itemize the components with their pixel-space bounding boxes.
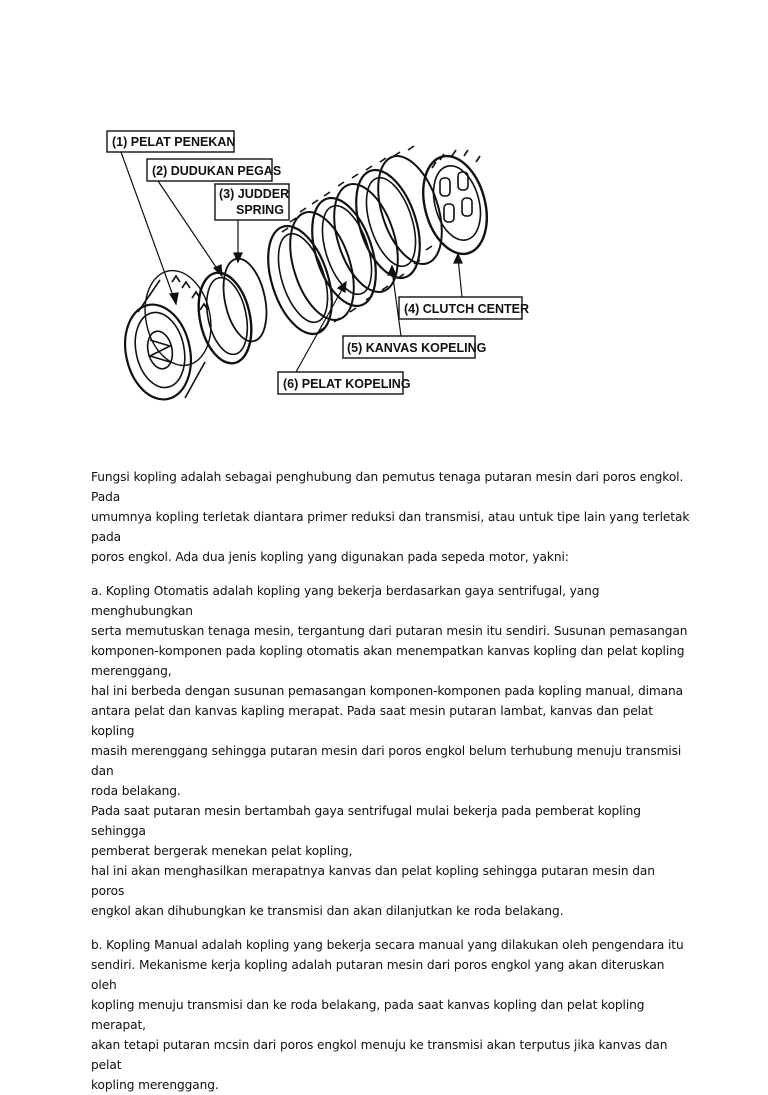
spring-seat-part xyxy=(191,268,259,368)
text-line: kopling menuju transmisi dan ke roda belakang, pada saat kanvas kopling dan pelat kopling merapat, xyxy=(91,998,645,1032)
text-line: Pada saat putaran mesin bertambah gaya sentrifugal mulai bekerja pada pemberat kopling sehingga xyxy=(91,804,641,838)
text-line: a. Kopling Otomatis adalah kopling yang bekerja berdasarkan gaya sentrifugal, yang menghubungkan xyxy=(91,584,600,618)
text-line: b. Kopling Manual adalah kopling yang bekerja secara manual yang dilakukan oleh pengendara itu xyxy=(91,938,684,952)
text-line: hal ini akan menghasilkan merapatnya kanvas dan pelat kopling sehingga putaran mesin dan poros xyxy=(91,864,655,898)
label-dudukan-pegas: (2) DUDUKAN PEGAS xyxy=(152,164,282,178)
clutch-diagram-svg xyxy=(0,0,768,440)
label-judder-line2: SPRING xyxy=(236,203,284,217)
text-line: roda belakang. xyxy=(91,784,181,798)
text-line: masih merenggang sehingga putaran mesin dari poros engkol belum terhubung menuju transmisi dan xyxy=(91,744,682,778)
paragraph-a xyxy=(91,581,691,921)
label-kanvas-kopeling: (5) KANVAS KOPELING xyxy=(347,341,487,355)
text-line: komponen-komponen pada kopling otomatis akan menempatkan kanvas kopling dan pelat kopling xyxy=(91,644,685,658)
text-line: Fungsi kopling adalah sebagai penghubung dan pemutus tenaga putaran mesin dari poros engkol. Pada xyxy=(91,470,684,504)
paragraph-b xyxy=(91,935,691,1095)
clutch-exploded-diagram xyxy=(0,0,768,440)
label-pelat-penekan: (1) PELAT PENEKAN xyxy=(112,135,236,149)
text-line: pemberat bergerak menekan pelat kopling, xyxy=(91,844,353,858)
article-body xyxy=(91,467,691,1095)
label-judder-line1: (3) JUDDER xyxy=(219,187,290,201)
text-line: merenggang, xyxy=(91,664,172,678)
label-clutch-center: (4) CLUTCH CENTER xyxy=(404,302,529,316)
paragraph-gap xyxy=(91,567,691,581)
paragraph-gap xyxy=(91,921,691,935)
text-line: akan tetapi putaran mcsin dari poros engkol menuju ke transmisi akan terputus jika kanvas dan pelat xyxy=(91,1038,668,1072)
text-line: hal ini berbeda dengan susunan pemasangan komponen-komponen pada kopling manual, dimana xyxy=(91,684,684,698)
text-line: poros engkol. Ada dua jenis kopling yang digunakan pada sepeda motor, yakni: xyxy=(91,550,569,564)
text-line: engkol akan dihubungkan ke transmisi dan akan dilanjutkan ke roda belakang. xyxy=(91,904,564,918)
text-line: serta memutuskan tenaga mesin, tergantung dari putaran mesin itu sendiri. Susunan pemasangan xyxy=(91,624,688,638)
text-line: kopling merenggang. xyxy=(91,1078,219,1092)
clutch-center-part xyxy=(413,149,497,261)
text-line: antara pelat dan kanvas kapling merapat. Pada saat mesin putaran lambat, kanvas dan pelat kopling xyxy=(91,704,653,738)
intro-paragraph xyxy=(91,467,691,567)
label-pelat-kopeling: (6) PELAT KOPELING xyxy=(283,377,411,391)
text-line: sendiri. Mekanisme kerja kopling adalah putaran mesin dari poros engkol yang akan diteruskan oleh xyxy=(91,958,665,992)
text-line: umumnya kopling terletak diantara primer reduksi dan transmisi, atau untuk tipe lain yang terletak pada xyxy=(91,510,690,544)
